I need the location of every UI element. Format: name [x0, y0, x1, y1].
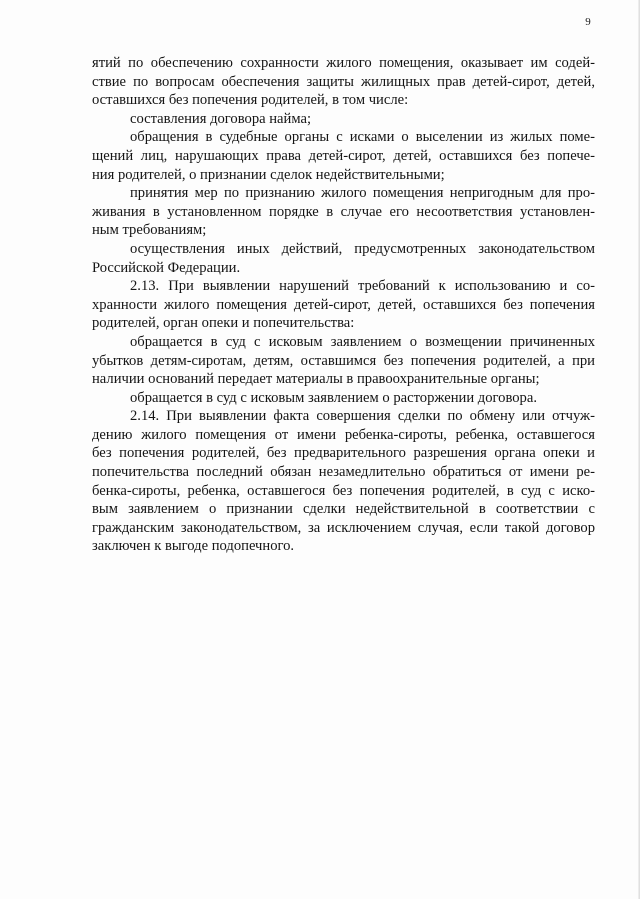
text-line: живания в установленном порядке в случае его несоответствия установлен- — [92, 203, 595, 220]
text-line: хранности жилого помещения детей-сирот, детей, оставшихся без попечения — [92, 296, 595, 313]
paragraph — [92, 333, 595, 389]
paragraph — [92, 110, 595, 129]
text-line: 2.14. При выявлении факта совершения сделки по обмену или отчуж- — [130, 408, 595, 425]
paragraph — [92, 54, 595, 110]
text-line: гражданским законодательством, за исключением случая, если такой договор — [92, 519, 595, 536]
text-line: наличии оснований передает материалы в правоохранительные органы; — [92, 371, 540, 388]
paragraph — [92, 277, 595, 333]
text-line: бенка-сироты, ребенка, оставшегося без попечения родителей, в суд с иско- — [92, 482, 595, 499]
document-body-text — [92, 54, 595, 556]
text-line: ния родителей, о признании сделок недействительными; — [92, 166, 445, 183]
text-line: ным требованиям; — [92, 222, 207, 239]
text-line: родителей, орган опеки и попечительства: — [92, 315, 355, 332]
text-line: попечительства последний обязан незамедлительно обратиться от имени ре- — [92, 464, 595, 481]
text-line: щений лиц, нарушающих права детей-сирот, детей, оставшихся без попече- — [92, 147, 595, 164]
paragraph — [92, 389, 595, 408]
text-line: принятия мер по признанию жилого помещения непригодным для про- — [130, 185, 595, 202]
text-line: заключен к выгоде подопечного. — [92, 538, 295, 555]
text-line: обращения в судебные органы с исками о выселении из жилых поме- — [130, 129, 595, 146]
paragraph — [92, 128, 595, 184]
text-line: Российской Федерации. — [92, 259, 241, 276]
text-line: дению жилого помещения от имени ребенка-сироты, ребенка, оставшегося — [92, 426, 595, 443]
page-number: 9 — [585, 16, 591, 28]
text-line: ствие по вопросам обеспечения защиты жилищных прав детей-сирот, детей, — [92, 73, 595, 90]
text-line: убытков детям-сиротам, детям, оставшимся без попечения родителей, а при — [92, 352, 595, 369]
text-line: обращается в суд с исковым заявлением о расторжении договора. — [130, 389, 537, 406]
text-line: оставшихся без попечения родителей, в том числе: — [92, 92, 409, 109]
text-line: без попечения родителей, без предварительного разрешения органа опеки и — [92, 445, 595, 462]
text-line: обращается в суд с исковым заявлением о возмещении причиненных — [130, 333, 595, 350]
text-line: составления договора найма; — [130, 110, 312, 127]
text-line: 2.13. При выявлении нарушений требований к использованию и со- — [130, 278, 595, 295]
text-line: вым заявлением о признании сделки недействительной в соответствии с — [92, 501, 595, 518]
text-line: ятий по обеспечению сохранности жилого помещения, оказывает им содей- — [92, 55, 595, 71]
text-line: осуществления иных действий, предусмотренных законодательством — [130, 240, 595, 257]
paragraph — [92, 184, 595, 240]
paragraph — [92, 407, 595, 556]
paragraph — [92, 240, 595, 277]
